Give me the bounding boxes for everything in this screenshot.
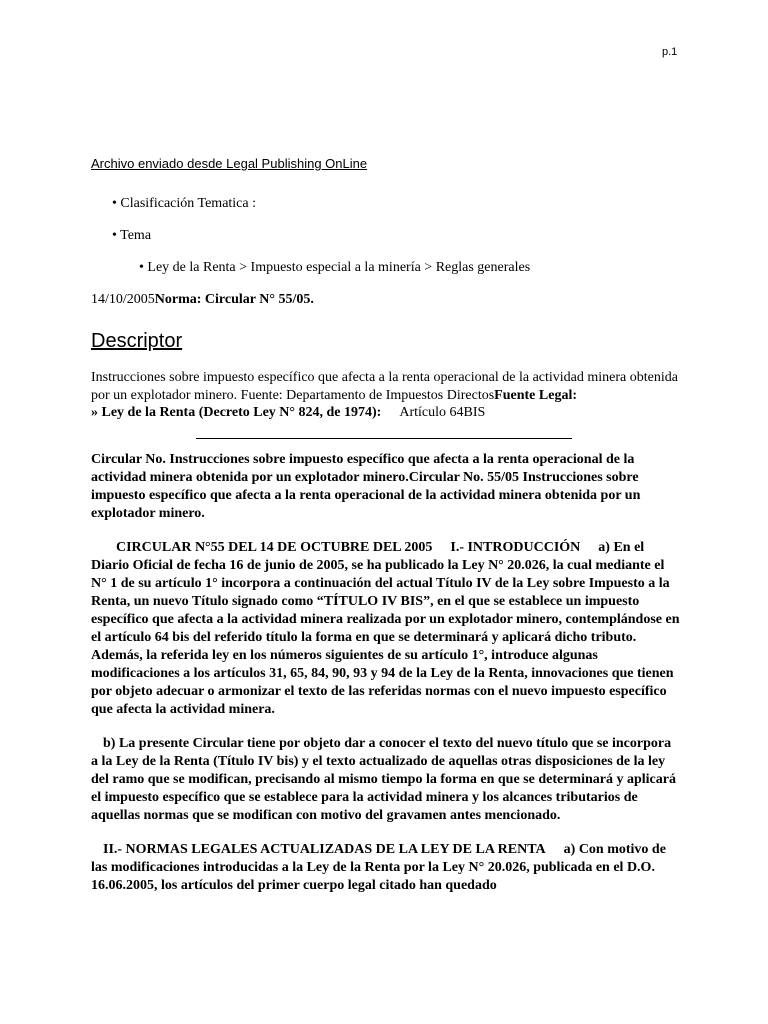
norma-label: Norma: Circular N° 55/05.: [154, 292, 314, 307]
body-paragraph-4: [91, 841, 681, 895]
normas-text: a) Con motivo de las modificaciones introducidas a la Ley de la Renta por la Ley N° 20.026, publicada en el D.O. 16.06.2005, los artículos del primer cuerpo legal citado han quedado: [91, 842, 666, 893]
section-heading-intro: I.- INTRODUCCIÓN: [450, 540, 581, 555]
descriptor-text: [91, 369, 681, 422]
ley-renta-reference[interactable]: » Ley de la Renta (Decreto Ley N° 824, de 1974):: [91, 405, 382, 420]
paragraph-b-text: b) La presente Circular tiene por objeto dar a conocer el texto del nuevo título que se incorpora a la Ley de la Renta (Título IV bis) y el texto actualizado de aquellas otras disposiciones de la ley del ramo que se modifican, precisando al mismo tiempo la forma en que se determinará y aplicará el impuesto específico que se establece para la actividad minera y los alcances tributarios de aquellas normas que se modifican con motivo del gravamen antes mencionado.: [91, 736, 676, 823]
tema-item: • Tema: [112, 228, 152, 243]
body-paragraph-3: [91, 735, 681, 825]
page-number: p.1: [662, 46, 678, 58]
body-paragraph-2: [91, 539, 681, 719]
norma-date: 14/10/2005: [91, 292, 155, 307]
fuente-legal-label: Fuente Legal:: [494, 387, 577, 403]
circular-heading: CIRCULAR N°55 DEL 14 DE OCTUBRE DEL 2005: [116, 540, 433, 555]
norma-line: [91, 292, 314, 308]
body-paragraph-1: Circular No. Instrucciones sobre impuesto específico que afecta a la renta operacional de la actividad minera obtenida por un explotador minero.Circular No. 55/05 Instrucciones sobre impuesto específico que afecta a la renta operacional de la actividad minera obtenida por un explotador minero.: [91, 452, 641, 521]
document-body: [91, 451, 681, 911]
clasificacion-item: • Clasificación Tematica :: [112, 196, 256, 211]
descriptor-heading: Descriptor: [91, 330, 183, 352]
intro-text: a) En el Diario Oficial de fecha 16 de junio de 2005, se ha publicado la Ley N° 20.026, la cual mediante el N° 1 de su artículo 1° incorpora a continuación del actual Título IV de la Ley sobre Impuesto a la Renta, un nuevo Título signado como “TÍTULO IV BIS”, en el que se establece un impuesto específico que afecta a la actividad minera realizada por un explotador minero, contemplándose en el artículo 64 bis del referido título la forma en que se determinará y aplicará dicho tributo. Además, la referida ley en los números siguientes de su artículo 1°, introduce algunas modificaciones a los artículos 31, 65, 84, 90, 93 y 94 de la Ley de la Renta, innovaciones que tienen por objeto adecuar o armonizar el texto de las referidas normas con el nuevo impuesto específico que afecta la actividad minera.: [91, 540, 680, 717]
section-heading-normas: II.- NORMAS LEGALES ACTUALIZADAS DE LA LEY DE LA RENTA: [103, 842, 546, 857]
tema-path-item: • Ley de la Renta > Impuesto especial a la minería > Reglas generales: [139, 260, 531, 275]
separator-line: [196, 438, 572, 439]
sent-from-link[interactable]: Archivo enviado desde Legal Publishing OnLine: [91, 156, 368, 171]
articulo-reference[interactable]: Artículo 64BIS: [399, 405, 486, 420]
descriptor-body: Instrucciones sobre impuesto específico que afecta a la renta operacional de la actividad minera obtenida por un explotador minero. Fuente: Departamento de Impuestos Directos: [91, 370, 678, 403]
